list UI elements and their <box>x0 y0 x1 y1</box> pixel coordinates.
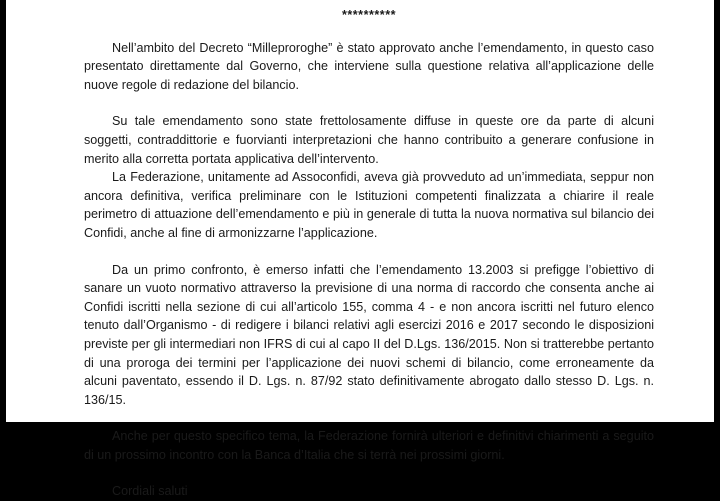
paragraph-confronto: Da un primo confronto, è emerso infatti che l’emendamento 13.2003 si prefigge l’obiettivo di sanare un vuoto normativo attraverso la previsione di una norma di raccordo che consenta anche ai Confidi iscritti nella sezione di cui all’articolo 155, comma 4 - e non ancora iscritti nel futuro elenco tenuto dall’Organismo - di redigere i bilanci relativi agli esercizi 2016 e 2017 secondo le disposizioni previste per gli intermediari non IFRS di cui al capo II del D.Lgs. 136/2015. Non si tratterebbe pertanto di una proroga dei termini per l’applicazione dei nuovi schemi di bilancio, come erroneamente da alcuni paventato, essendo il D. Lgs. n. 87/92 stato definitivamente abrogato dallo stesso D. Lgs. n. 136/15. <box>84 262 654 407</box>
document-page <box>6 0 714 499</box>
closing-greeting: Cordiali saluti <box>112 484 188 499</box>
paragraph-emendamento: Su tale emendamento sono state frettolosamente diffuse in queste ore da parte di alcuni soggetti, contraddittorie e fuorvianti interpretazioni che hanno contribuito a generare confusione in merito alla corretta portata applicativa dell’intervento. <box>84 114 654 166</box>
document-body <box>84 6 654 501</box>
paragraph-federazione: La Federazione, unitamente ad Assoconfidi, aveva già provveduto ad un’immediata, seppur non ancora definitiva, verifica preliminare con le Istituzioni competenti finalizzata a chiarire il reale perimetro di attuazione dell’emendamento e più in generale di tutta la nuova normativa sul bilancio dei Confidi, anche al fine di armonizzarne l’applicazione. <box>84 170 654 240</box>
separator-stars: ********** <box>341 8 396 22</box>
paragraph-milleproroghe: Nell’ambito del Decreto “Milleproroghe” è stato approvato anche l’emendamento, in questo caso presentato direttamente dal Governo, che interviene sulla questione relativa all’applicazione delle nuove regole di redazione del bilancio. <box>84 40 654 92</box>
paragraph-chiarimenti: Anche per questo specifico tema, la Federazione fornirà ulteriori e definitivi chiarimenti a seguito di un prossimo incontro con la Banca d’Italia che si terrà nei prossimi giorni. <box>84 429 654 462</box>
